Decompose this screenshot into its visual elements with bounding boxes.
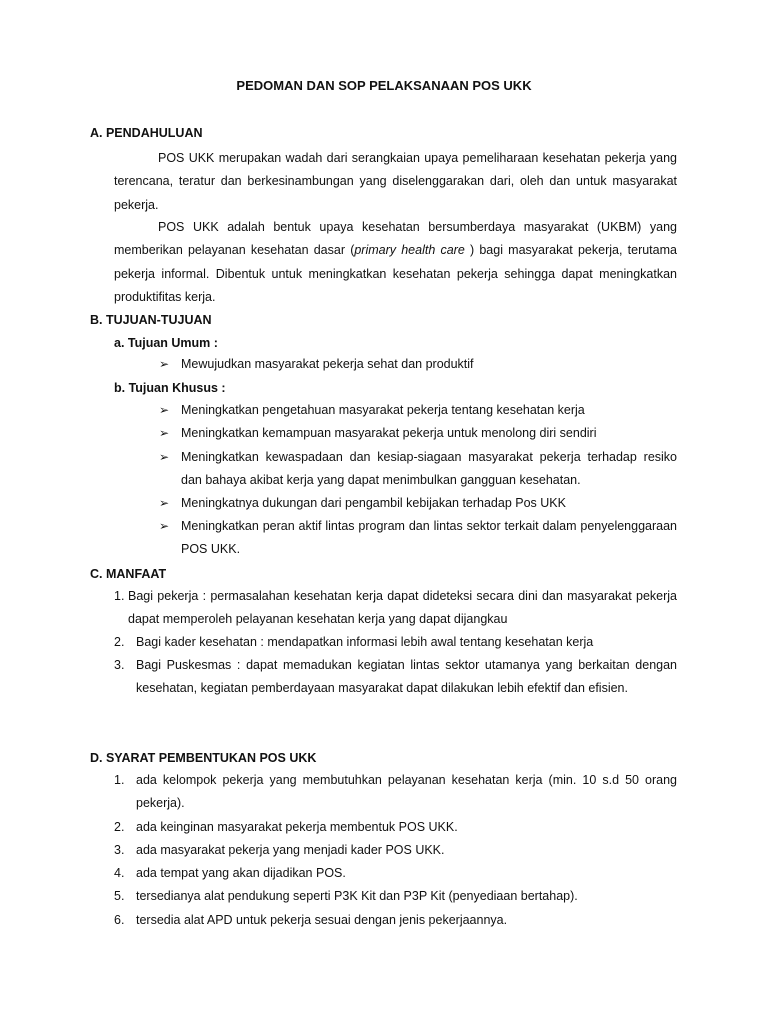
- item-number: 2.: [114, 635, 125, 649]
- list-item: [114, 909, 677, 932]
- list-item-text: Meningkatkan peran aktif lintas program dan lintas sektor terkait dalam penyelenggaraan POS UKK.: [181, 519, 677, 557]
- list-item-text: tersedia alat APD untuk pekerja sesuai dengan jenis pekerjaannya.: [136, 913, 508, 927]
- section-d-heading: D. SYARAT PEMBENTUKAN POS UKK: [90, 751, 317, 765]
- item-number: 3.: [114, 658, 125, 672]
- list-item-text: ada keinginan masyarakat pekerja membentuk POS UKK.: [136, 820, 458, 834]
- item-number: 3.: [114, 843, 125, 857]
- arrow-bullet-icon: ➢: [159, 403, 170, 417]
- list-item: [159, 492, 677, 515]
- item-number: 2.: [114, 820, 125, 834]
- list-item-text: Meningkatkan pengetahuan masyarakat pekerja tentang kesehatan kerja: [181, 403, 585, 417]
- list-item-text: ada tempat yang akan dijadikan POS.: [136, 866, 346, 880]
- list-item: [114, 839, 677, 862]
- arrow-bullet-icon: ➢: [159, 357, 170, 371]
- list-item: [114, 816, 677, 839]
- list-item-text: Bagi pekerja : permasalahan kesehatan kerja dapat dideteksi secara dini dan masyarakat pekerja dapat memperoleh pelayanan kesehatan kerja yang dapat dijangkau: [128, 589, 677, 627]
- italic-term: primary health care: [354, 243, 465, 258]
- list-item-text: Mewujudkan masyarakat pekerja sehat dan produktif: [181, 357, 474, 371]
- paragraph-text: POS UKK adalah bentuk upaya kesehatan bersumberdaya masyarakat (UKBM) yang memberikan pelayanan kesehatan dasar (: [114, 220, 677, 258]
- list-item: [114, 631, 677, 654]
- list-item: [114, 769, 677, 816]
- item-number: 1.: [114, 773, 125, 787]
- item-number: 5.: [114, 889, 125, 903]
- list-item-text: ada masyarakat pekerja yang menjadi kader POS UKK.: [136, 843, 445, 857]
- item-number: 4.: [114, 866, 125, 880]
- list-item: [114, 862, 677, 885]
- list-item: [159, 399, 677, 422]
- item-number: 1.: [114, 589, 125, 603]
- section-b-heading: B. TUJUAN-TUJUAN: [90, 313, 212, 327]
- item-number: 6.: [114, 913, 125, 927]
- list-item: [114, 585, 677, 632]
- section-a-paragraph-1: POS UKK merupakan wadah dari serangkaian upaya pemeliharaan kesehatan pekerja yang terencana, teratur dan berkesinambungan yang diselenggarakan dari, oleh dan untuk masyarakat pekerja.: [114, 151, 677, 212]
- arrow-bullet-icon: ➢: [159, 450, 170, 464]
- list-item-text: Bagi kader kesehatan : mendapatkan informasi lebih awal tentang kesehatan kerja: [136, 635, 594, 649]
- tujuan-umum-label: a. Tujuan Umum :: [114, 336, 218, 350]
- list-item-text: tersedianya alat pendukung seperti P3K Kit dan P3P Kit (penyediaan bertahap).: [136, 889, 578, 903]
- list-item-text: Meningkatkan kemampuan masyarakat pekerja untuk menolong diri sendiri: [181, 426, 597, 440]
- paragraph-text: ) bagi masyarakat pekerja, terutama pekerja informal. Dibentuk untuk meningkatkan kesehatan pekerja sehingga dapat meningkatkan produktifitas kerja.: [114, 243, 677, 304]
- list-item: [114, 654, 677, 701]
- arrow-bullet-icon: ➢: [159, 426, 170, 440]
- arrow-bullet-icon: ➢: [159, 519, 170, 533]
- section-c-heading: C. MANFAAT: [90, 567, 167, 581]
- list-item-text: Meningkatnya dukungan dari pengambil kebijakan terhadap Pos UKK: [181, 496, 566, 510]
- section-a-heading: A. PENDAHULUAN: [90, 126, 203, 140]
- list-item: [159, 446, 677, 493]
- document-title: PEDOMAN DAN SOP PELAKSANAAN POS UKK: [236, 78, 532, 93]
- arrow-bullet-icon: ➢: [159, 496, 170, 510]
- list-item: [159, 353, 677, 376]
- tujuan-khusus-label: b. Tujuan Khusus :: [114, 381, 226, 395]
- list-item-text: Meningkatkan kewaspadaan dan kesiap-siagaan masyarakat pekerja terhadap resiko dan bahaya akibat kerja yang dapat menimbulkan gangguan kesehatan.: [181, 450, 677, 488]
- list-item: [114, 885, 677, 908]
- list-item: [159, 515, 677, 562]
- list-item: [159, 422, 677, 445]
- list-item-text: Bagi Puskesmas : dapat memadukan kegiatan lintas sektor utamanya yang berkaitan dengan kesehatan, kegiatan pemberdayaan masyarakat dapat dilakukan lebih efektif dan efisien.: [136, 658, 677, 696]
- list-item-text: ada kelompok pekerja yang membutuhkan pelayanan kesehatan kerja (min. 10 s.d 50 orang pekerja).: [136, 773, 677, 811]
- section-a-paragraph-2: [114, 216, 677, 309]
